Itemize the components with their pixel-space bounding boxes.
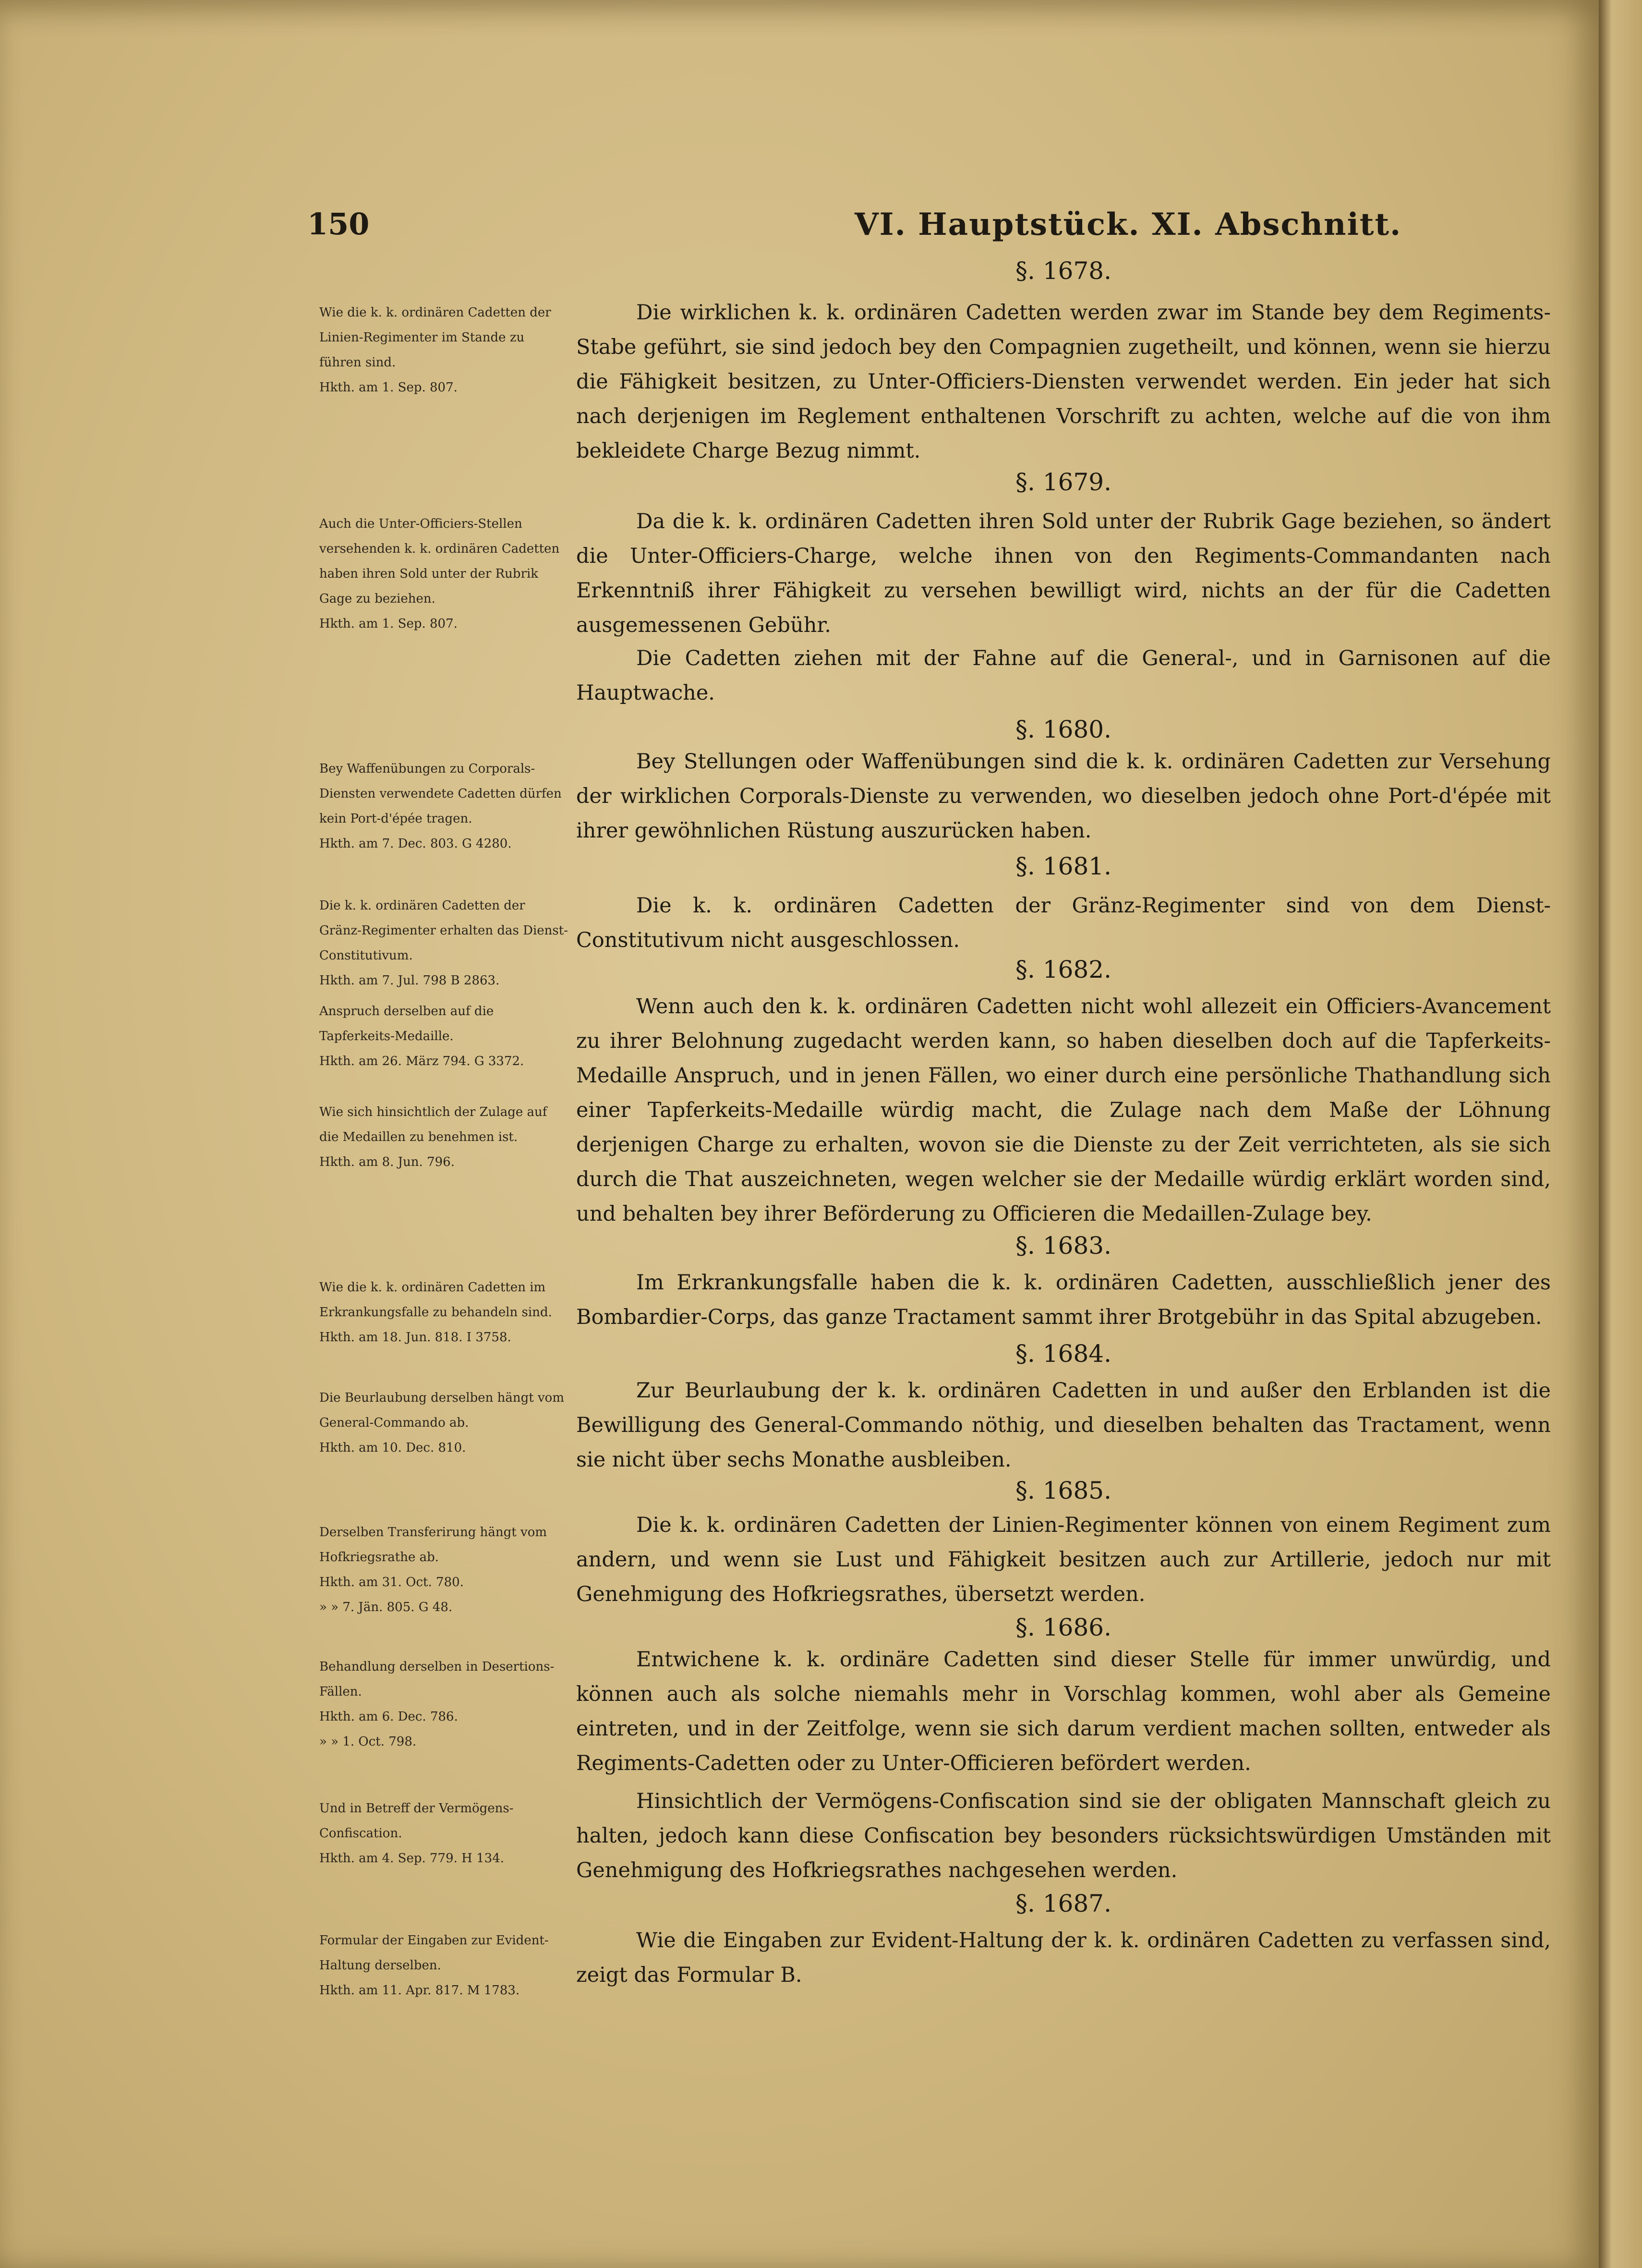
margin-note-ref: Hkth. am 18. Jun. 818. I 3758. <box>319 1330 511 1345</box>
section-number: §. 1678. <box>1015 257 1111 285</box>
margin-note <box>319 300 569 400</box>
margin-note-text: Und in Betreff der Vermögens-Confiscation. <box>319 1801 514 1841</box>
margin-note-text: Wie die k. k. ordinären Cadetten der Linien-Regimenter im Stande zu führen sind. <box>319 305 551 370</box>
running-head: VI. Hauptstück. XI. Abschnitt. <box>855 206 1402 243</box>
margin-note-ref: Hkth. am 31. Oct. 780. <box>319 1575 464 1589</box>
section-number: §. 1683. <box>1015 1232 1111 1260</box>
margin-note <box>319 1100 569 1175</box>
page-header <box>307 206 1536 250</box>
margin-note-ref: Hkth. am 4. Sep. 779. H 134. <box>319 1851 504 1866</box>
margin-note <box>319 893 569 993</box>
section-number: §. 1686. <box>1015 1613 1111 1641</box>
paragraph: Die k. k. ordinären Cadetten der Gränz-Regimenter sind von dem Dienst-Constitutivum nicht ausgeschlossen. <box>576 894 1551 952</box>
margin-note-ref: Hkth. am 10. Dec. 810. <box>319 1441 466 1455</box>
page-number: 150 <box>307 206 370 242</box>
paragraph: Die wirklichen k. k. ordinären Cadetten werden zwar im Stande bey dem Regiments-Stabe geführt, sie sind jedoch bey den Compagnien zugetheilt, und können, wenn sie hierzu die Fähigkeit besitzen, zu Unter-Officiers-Diensten verwendet werden. Ein jeder hat sich nach derjenigen im Reglement enthaltenen Vorschrift zu achten, welche auf die von ihm bekleidete Charge Bezug nimmt. <box>576 301 1551 463</box>
paragraph: Bey Stellungen oder Waffenübungen sind die k. k. ordinären Cadetten zur Versehung der wirklichen Corporals-Dienste zu verwenden, wo dieselben jedoch ohne Port-d'épée mit ihrer gewöhnlichen Rüstung auszurücken haben. <box>576 750 1551 843</box>
section-number: §. 1687. <box>1015 1890 1111 1917</box>
margin-note <box>319 1928 569 2003</box>
margin-note <box>319 1654 569 1754</box>
margin-note-ref: Hkth. am 1. Sep. 807. <box>319 380 458 395</box>
paragraph: Zur Beurlaubung der k. k. ordinären Cadetten in und außer den Erblanden ist die Bewilligung des General-Commando nöthig, und dieselben behalten das Tractament, wenn sie nicht über sechs Monathe ausbleiben. <box>576 1379 1551 1472</box>
paragraph: Im Erkrankungsfalle haben die k. k. ordinären Cadetten, ausschließlich jener des Bombardier-Corps, das ganze Tractament sammt ihrer Brotgebühr in das Spital abzugeben. <box>576 1271 1551 1329</box>
margin-note-ref: Hkth. am 7. Dec. 803. G 4280. <box>319 837 512 851</box>
margin-note-text: Auch die Unter-Officiers-Stellen versehenden k. k. ordinären Cadetten haben ihren Sold unter der Rubrik Gage zu beziehen. <box>319 517 560 606</box>
margin-note <box>319 511 569 636</box>
margin-note-ref: Hkth. am 7. Jul. 798 B 2863. <box>319 973 500 988</box>
paragraph: Entwichene k. k. ordinäre Cadetten sind dieser Stelle für immer unwürdig, und können auch als solche niemahls mehr in Vorschlag kommen, wohl aber als Gemeine eintreten, und in der Zeitfolge, wenn sie sich darum verdient machen sollten, entweder als Regiments-Cadetten oder zu Unter-Officieren befördert werden. <box>576 1648 1551 1775</box>
paragraph: Da die k. k. ordinären Cadetten ihren Sold unter der Rubrik Gage beziehen, so ändert die Unter-Officiers-Charge, welche ihnen von den Regiments-Commandanten nach Erkenntniß ihrer Fähigkeit zu versehen bewilligt wird, nichts an der für die Cadetten ausgemessenen Gebühr. <box>576 509 1551 637</box>
margin-note-ref: Hkth. am 8. Jun. 796. <box>319 1155 455 1169</box>
margin-note-ref: Hkth. am 1. Sep. 807. <box>319 617 458 631</box>
margin-note-ref: Hkth. am 11. Apr. 817. M 1783. <box>319 1983 520 1998</box>
margin-note-text: Die Beurlaubung derselben hängt vom General-Commando ab. <box>319 1391 564 1430</box>
section-number: §. 1684. <box>1015 1340 1111 1368</box>
margin-note <box>319 999 569 1074</box>
section-number: §. 1680. <box>1015 716 1111 743</box>
next-page-edge <box>1599 0 1642 2268</box>
margin-note-ref: Hkth. am 6. Dec. 786. <box>319 1710 458 1724</box>
paragraph: Die Cadetten ziehen mit der Fahne auf die General-, und in Garnisonen auf die Hauptwache. <box>576 646 1551 705</box>
margin-note-text: Die k. k. ordinären Cadetten der Gränz-Regimenter erhalten das Dienst-Constitutivum. <box>319 898 568 963</box>
paragraph: Wie die Eingaben zur Evident-Haltung der k. k. ordinären Cadetten zu verfassen sind, zeigt das Formular B. <box>576 1928 1551 1987</box>
margin-note-ref: » » 7. Jän. 805. G 48. <box>319 1600 453 1614</box>
paragraph: Hinsichtlich der Vermögens-Confiscation sind sie der obligaten Mannschaft gleich zu halten, jedoch kann diese Confiscation bey besonders rücksichtswürdigen Umständen mit Genehmigung des Hofkriegsrathes nachgesehen werden. <box>576 1789 1551 1882</box>
margin-note <box>319 1796 569 1871</box>
margin-note <box>319 756 569 856</box>
margin-note-text: Behandlung derselben in Desertions-Fällen. <box>319 1660 555 1699</box>
section-number: §. 1685. <box>1015 1477 1111 1504</box>
margin-note-ref: » » 1. Oct. 798. <box>319 1734 417 1749</box>
margin-note-text: Formular der Eingaben zur Evident-Haltung derselben. <box>319 1933 549 1973</box>
margin-note-text: Wie die k. k. ordinären Cadetten im Erkrankungsfalle zu behandeln sind. <box>319 1280 552 1320</box>
margin-note-text: Derselben Transferirung hängt vom Hofkriegsrathe ab. <box>319 1525 547 1565</box>
margin-note-text: Bey Waffenübungen zu Corporals-Diensten verwendete Cadetten dürfen kein Port-d'épée tragen. <box>319 762 562 826</box>
margin-note <box>319 1520 569 1620</box>
section-number: §. 1679. <box>1015 468 1111 496</box>
margin-note-text: Anspruch derselben auf die Tapferkeits-Medaille. <box>319 1004 494 1043</box>
section-number: §. 1682. <box>1015 956 1111 983</box>
section-number: §. 1681. <box>1015 852 1111 880</box>
paragraph: Die k. k. ordinären Cadetten der Linien-Regimenter können von einem Regiment zum andern, und wenn sie Lust und Fähigkeit besitzen auch zur Artillerie, jedoch nur mit Genehmigung des Hofkriegsrathes, übersetzt werden. <box>576 1513 1551 1606</box>
margin-note <box>319 1385 569 1460</box>
paragraph: Wenn auch den k. k. ordinären Cadetten nicht wohl allezeit ein Officiers-Avancement zu ihrer Belohnung zugedacht werden kann, so haben dieselben doch auf die Tapferkeits-Medaille Anspruch, und in jenen Fällen, wo einer durch eine persönliche Thathandlung sich einer Tapferkeits-Medaille würdig macht, die Zulage nach dem Maße der Löhnung derjenigen Charge zu erhalten, wovon sie die Dienste zu der Zeit verrichteten, als sie sich durch die That auszeichneten, wegen welcher sie der Medaille würdig erklärt worden sind, und behalten bey ihrer Beförderung zu Officieren die Medaillen-Zulage bey. <box>576 995 1551 1226</box>
margin-note <box>319 1275 569 1350</box>
margin-note-ref: Hkth. am 26. März 794. G 3372. <box>319 1054 524 1068</box>
margin-note-text: Wie sich hinsichtlich der Zulage auf die Medaillen zu benehmen ist. <box>319 1105 547 1144</box>
